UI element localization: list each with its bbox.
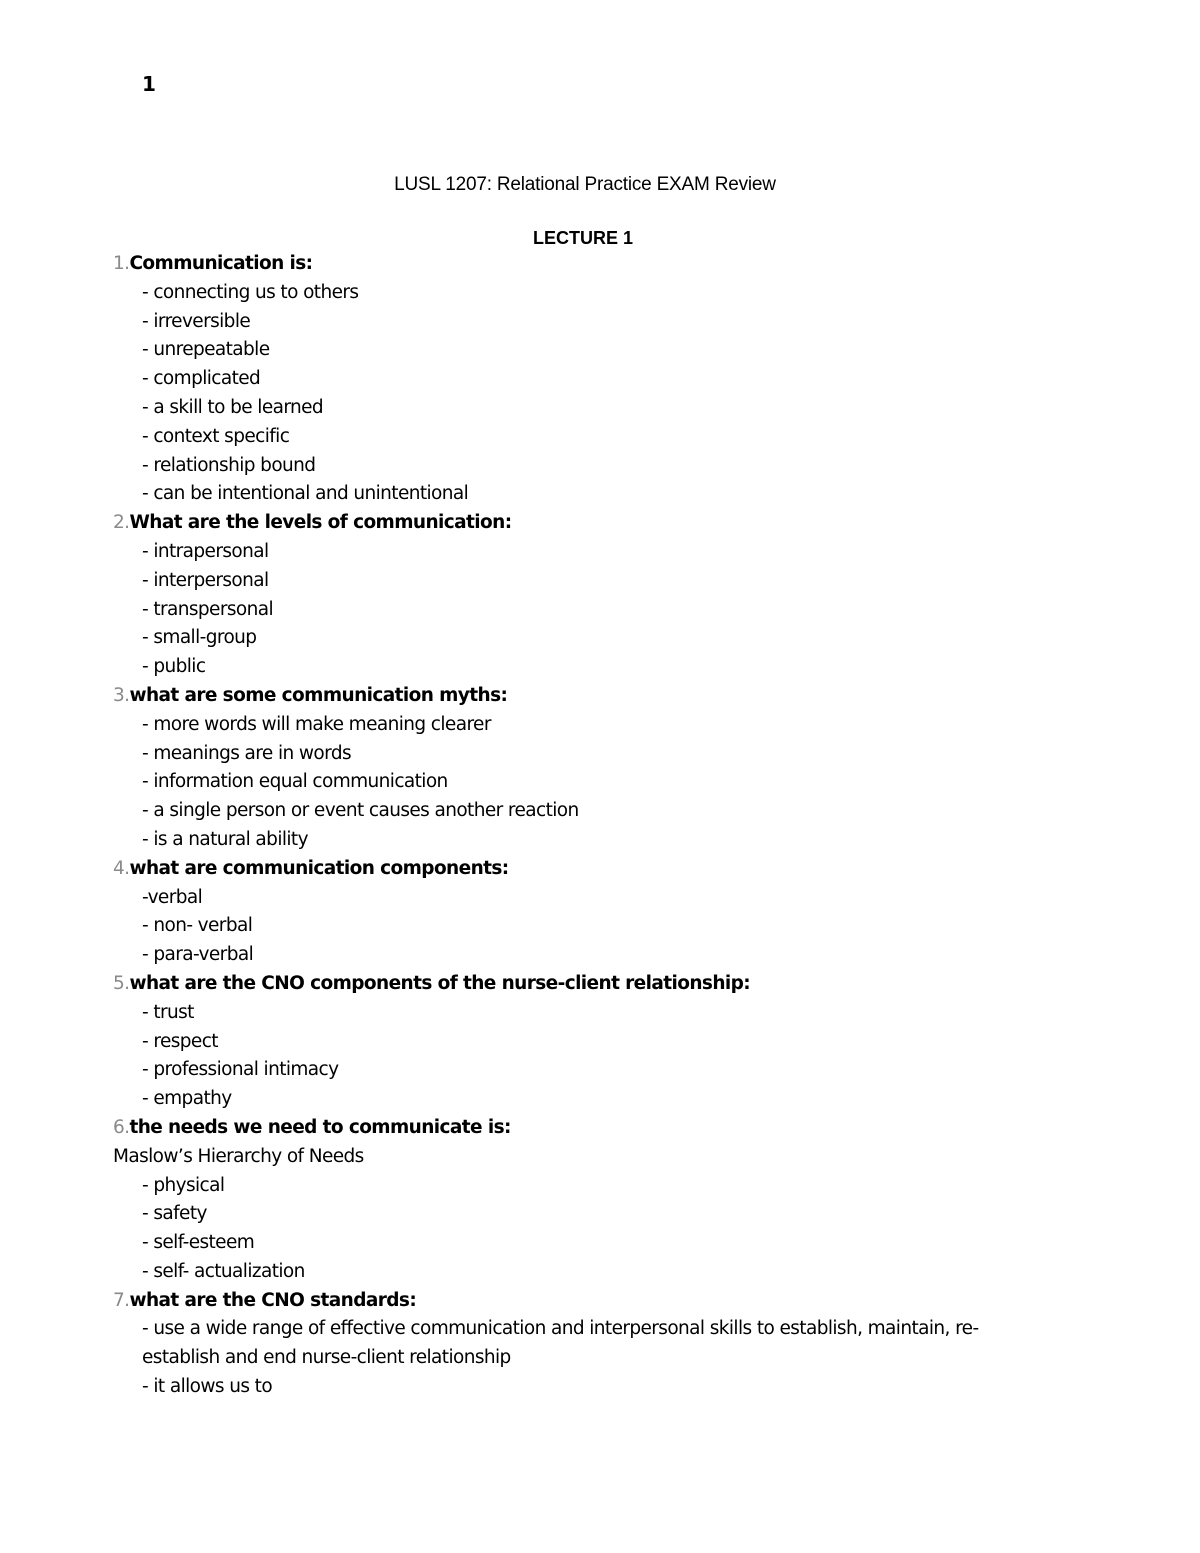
question-text: Communication is: bbox=[129, 253, 313, 274]
question-number: 5. bbox=[113, 972, 130, 994]
list-item: - trust bbox=[142, 1001, 194, 1023]
question-text: what are some communication myths: bbox=[129, 684, 508, 706]
page-number: 1 bbox=[142, 72, 156, 96]
document-title: LUSL 1207: Relational Practice EXAM Review bbox=[394, 174, 776, 195]
question-heading bbox=[113, 1114, 1073, 1143]
list-item: - use a wide range of effective communication and interpersonal skills to establish, maintain, re-establish and end nurse-client relationship bbox=[142, 1318, 979, 1369]
list-item: - public bbox=[142, 656, 206, 678]
list-item: - respect bbox=[142, 1030, 218, 1052]
question-number: 4. bbox=[113, 857, 130, 879]
list-item: - relationship bound bbox=[142, 454, 316, 476]
list-item: - professional intimacy bbox=[142, 1059, 339, 1081]
list-item: - interpersonal bbox=[142, 569, 269, 591]
question-heading bbox=[113, 250, 1073, 279]
list-item: - intrapersonal bbox=[142, 540, 269, 562]
lecture-heading: LECTURE 1 bbox=[532, 228, 633, 248]
list-item: - transpersonal bbox=[142, 598, 274, 620]
list-item: - meanings are in words bbox=[142, 742, 352, 764]
list-item: - a skill to be learned bbox=[142, 396, 324, 418]
question-list bbox=[113, 250, 1073, 1402]
list-item: - physical bbox=[142, 1174, 225, 1196]
list-item: - is a natural ability bbox=[142, 828, 308, 850]
list-item: - can be intentional and unintentional bbox=[142, 483, 469, 505]
list-item: - unrepeatable bbox=[142, 339, 270, 361]
list-item: - non- verbal bbox=[142, 915, 253, 937]
list-item: - safety bbox=[142, 1203, 207, 1225]
question-heading bbox=[113, 509, 1073, 538]
question-text: what are communication components: bbox=[129, 857, 509, 879]
list-item: - more words will make meaning clearer bbox=[142, 713, 491, 735]
list-item: - information equal communication bbox=[142, 771, 448, 793]
question-number: 1. bbox=[113, 253, 130, 274]
list-item: -verbal bbox=[142, 886, 203, 908]
list-item: - a single person or event causes another reaction bbox=[142, 800, 579, 822]
question-text: what are the CNO standards: bbox=[129, 1289, 417, 1311]
list-item: - it allows us to bbox=[142, 1376, 273, 1398]
question-number: 2. bbox=[113, 512, 130, 534]
question-text: what are the CNO components of the nurse-client relationship: bbox=[129, 972, 751, 994]
list-item: - context specific bbox=[142, 425, 290, 447]
list-item: - self-esteem bbox=[142, 1232, 255, 1254]
question-number: 7. bbox=[113, 1289, 130, 1311]
list-item: - empathy bbox=[142, 1088, 232, 1110]
list-item: - para-verbal bbox=[142, 944, 254, 966]
question-heading bbox=[113, 855, 1073, 884]
question-heading bbox=[113, 1287, 1073, 1316]
list-item: - self- actualization bbox=[142, 1260, 305, 1282]
list-item: - complicated bbox=[142, 368, 261, 390]
list-item: - irreversible bbox=[142, 310, 251, 332]
question-text: the needs we need to communicate is: bbox=[129, 1116, 511, 1138]
subheading: Maslow’s Hierarchy of Needs bbox=[113, 1145, 364, 1167]
question-heading bbox=[113, 682, 1073, 711]
question-number: 6. bbox=[113, 1116, 130, 1138]
question-text: What are the levels of communication: bbox=[129, 512, 512, 534]
list-item: - small-group bbox=[142, 627, 257, 649]
list-item: - connecting us to others bbox=[142, 281, 359, 303]
question-heading bbox=[113, 970, 1073, 999]
question-number: 3. bbox=[113, 684, 130, 706]
